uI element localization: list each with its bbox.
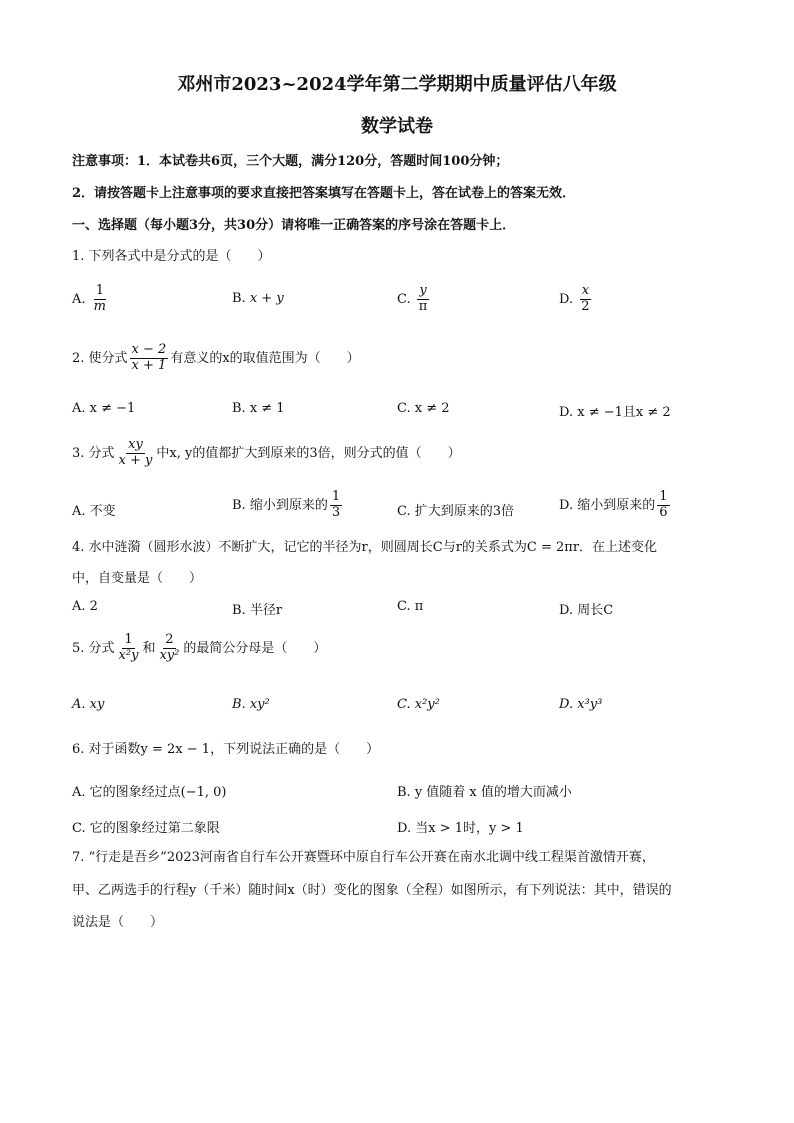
- q1-option-b: [232, 291, 284, 306]
- q2-stem: 2. 使分式 $\frac{x - 2}{x + 1}$ 有意义的x的取值范围为（ ）: [72, 342, 360, 373]
- q3-option-b: B. 缩小到原来的 $\frac{1}{3}$: [232, 489, 341, 520]
- q5-option-d: D. x³y³: [559, 697, 603, 712]
- q1-option-d: [559, 284, 594, 315]
- q5-fraction-2: $\frac{2}{\text{xy²}}$: [159, 632, 180, 663]
- q3-fraction: $\frac{xy}{x + y}$: [118, 437, 153, 468]
- q3-stem: 3. 分式 $\frac{xy}{x + y}$ 中x, y的值都扩大到原来的3倍，则分式的值（ ）: [72, 437, 461, 468]
- q4-option-a: A. 2: [72, 599, 98, 614]
- q1-d-fraction: $\frac{x}{2}$: [581, 283, 590, 314]
- q4-option-d: D. 周长C: [559, 603, 614, 618]
- q6-option-b: B. y 值随着 x 值的增大而减小: [397, 785, 572, 800]
- q1-b-label: B.: [232, 291, 246, 306]
- section-heading: 一、选择题（每小题3分，共30分）请将唯一正确答案的序号涂在答题卡上．: [72, 218, 516, 233]
- q6-option-c: C. 它的图象经过第二象限: [72, 821, 220, 836]
- q4-stem-line1: 4. 水中涟漪（圆形水波）不断扩大，记它的半径为r，则圆周长C与r的关系式为C = 2πr．在上述变化: [72, 540, 658, 555]
- note-1: 注意事项：1．本试卷共6页，三个大题，满分120分，答题时间100分钟；: [72, 154, 509, 169]
- q1-a-label: A.: [72, 291, 86, 307]
- q1-a-fraction: $\frac{1}{m}$: [93, 283, 106, 314]
- q2-fraction: $\frac{x - 2}{x + 1}$: [131, 342, 167, 373]
- q1-d-label: D.: [559, 291, 574, 307]
- q3-b-fraction: $\frac{1}{3}$: [331, 489, 341, 520]
- q1-c-label: C.: [397, 291, 411, 307]
- q5-option-b: B. xy²: [232, 697, 270, 712]
- q7-stem-line1: 7. “行走是吾乡”2023河南省自行车公开赛暨环中原自行车公开赛在南水北调中线工程渠首激情开赛，: [72, 850, 655, 865]
- q5-fraction-1: $\frac{1}{\text{x²y}}$: [118, 632, 139, 663]
- q3-d-fraction: $\frac{1}{6}$: [659, 489, 668, 520]
- q5-option-a: A. xy: [72, 697, 105, 712]
- q6-option-a: A. 它的图象经过点(−1, 0): [72, 785, 227, 800]
- q3-option-d: D. 缩小到原来的 $\frac{1}{6}$: [559, 489, 668, 520]
- q6-option-d: D. 当x > 1时，y > 1: [397, 821, 524, 836]
- q2-option-a: A. x ≠ −1: [72, 401, 136, 416]
- q1-c-fraction: $\frac{y}{\pi}$: [418, 283, 428, 314]
- q2-option-d: D. x ≠ −1且x ≠ 2: [559, 405, 671, 420]
- exam-title: 邓州市2023~2024学年第二学期期中质量评估八年级: [177, 74, 617, 95]
- q3-option-a: A. 不变: [72, 504, 116, 519]
- q5-stem: 5. 分式 $\frac{1}{\text{x²y}}$ 和 $\frac{2}{\text{xy²}}$ 的最简公分母是（ ）: [72, 632, 327, 663]
- q4-option-b: B. 半径r: [232, 603, 283, 618]
- q5-option-c: C. x²y²: [397, 697, 440, 712]
- q6-stem: 6. 对于函数y = 2x − 1，下列说法正确的是（ ）: [72, 742, 380, 757]
- q4-stem-line2: 中，自变量是（ ）: [72, 571, 203, 586]
- q2-option-b: B. x ≠ 1: [232, 401, 285, 416]
- q2-option-c: C. x ≠ 2: [397, 401, 450, 416]
- exam-subtitle: 数学试卷: [361, 116, 433, 137]
- q1-b-expr: x + y: [249, 291, 284, 306]
- q3-option-c: C. 扩大到原来的3倍: [397, 504, 515, 519]
- q7-stem-line2: 甲、乙两选手的行程y（千米）随时间x（时）变化的图象（全程）如图所示，有下列说法：其中，错误的: [72, 883, 672, 898]
- q7-stem-line3: 说法是（ ）: [72, 915, 164, 930]
- q1-stem: 1. 下列各式中是分式的是（ ）: [72, 249, 271, 264]
- q4-option-c: C. π: [397, 599, 424, 614]
- q1-option-c: [397, 284, 431, 315]
- q1-option-a: [72, 284, 110, 315]
- note-2: 2．请按答题卡上注意事项的要求直接把答案填写在答题卡上，答在试卷上的答案无效．: [72, 186, 576, 201]
